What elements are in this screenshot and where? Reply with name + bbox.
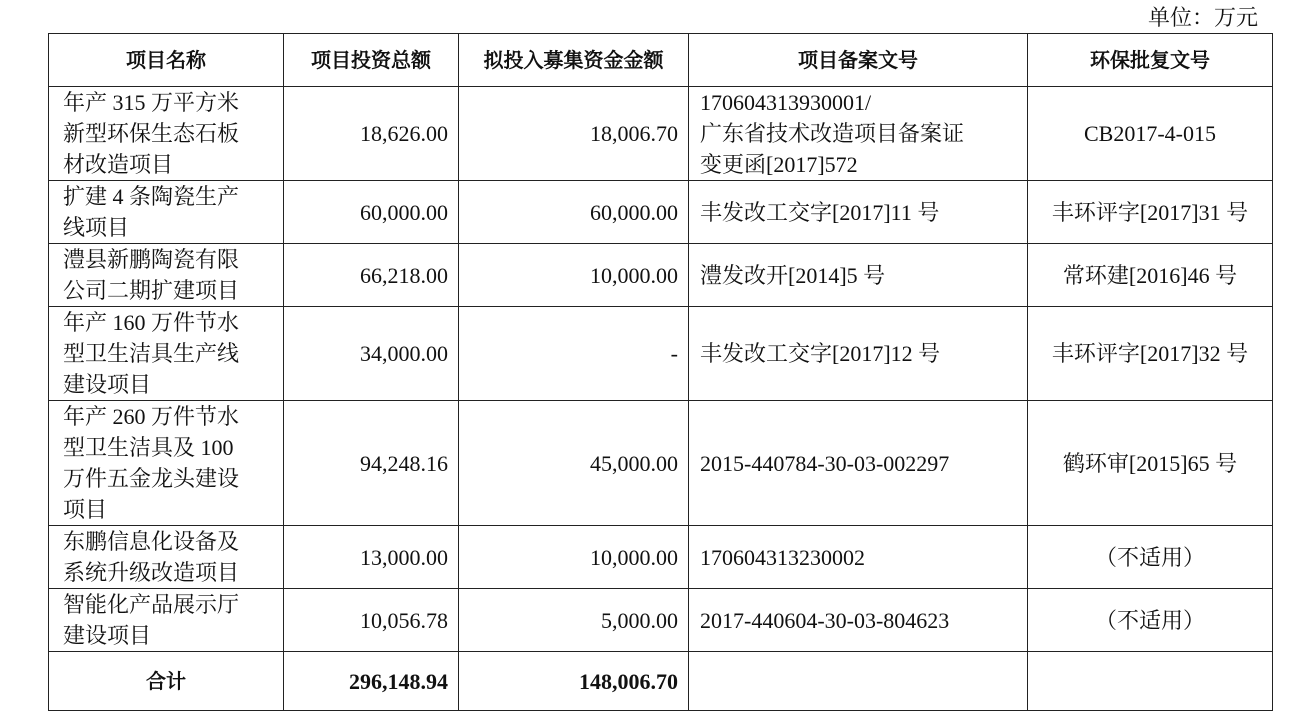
investment-cell: 10,056.78 — [284, 589, 459, 652]
table-row — [49, 181, 1273, 244]
header-row — [49, 34, 1273, 87]
record-cell — [689, 87, 1028, 181]
total-raised: 148,006.70 — [459, 652, 689, 711]
investment-cell: 18,626.00 — [284, 87, 459, 181]
record-cell — [689, 244, 1028, 307]
project-name-line: 万件五金龙头建设 — [63, 466, 240, 491]
project-name-line: 年产 315 万平方米 — [63, 90, 240, 115]
record-cell — [689, 307, 1028, 401]
table-row — [49, 589, 1273, 652]
investment-cell: 66,218.00 — [284, 244, 459, 307]
raised-cell: - — [459, 307, 689, 401]
table-row — [49, 307, 1273, 401]
project-name-line: 材改造项目 — [63, 152, 174, 177]
raised-cell: 10,000.00 — [459, 526, 689, 589]
investment-cell: 60,000.00 — [284, 181, 459, 244]
record-line: 170604313230002 — [700, 544, 865, 570]
env-cell: （不适用） — [1028, 526, 1273, 589]
project-name-line: 澧县新鹏陶瓷有限 — [63, 247, 240, 272]
table-row — [49, 526, 1273, 589]
header-record-number: 项目备案文号 — [689, 34, 1028, 87]
record-line: 2017-440604-30-03-804623 — [700, 607, 950, 633]
project-name-cell — [49, 401, 284, 526]
env-cell: CB2017-4-015 — [1028, 87, 1273, 181]
header-env-approval: 环保批复文号 — [1028, 34, 1273, 87]
project-name-line: 线项目 — [63, 215, 130, 240]
investment-cell: 94,248.16 — [284, 401, 459, 526]
total-env-empty — [1028, 652, 1273, 711]
project-name-cell — [49, 589, 284, 652]
project-name-cell — [49, 526, 284, 589]
project-name-line: 年产 160 万件节水 — [63, 310, 240, 335]
total-record-empty — [689, 652, 1028, 711]
project-name-cell — [49, 244, 284, 307]
project-table — [48, 33, 1273, 711]
header-raised-funds: 拟投入募集资金金额 — [459, 34, 689, 87]
raised-cell: 60,000.00 — [459, 181, 689, 244]
record-cell — [689, 526, 1028, 589]
env-cell: （不适用） — [1028, 589, 1273, 652]
env-cell: 鹤环审[2015]65 号 — [1028, 401, 1273, 526]
table-row — [49, 401, 1273, 526]
project-name-line: 系统升级改造项目 — [63, 560, 240, 585]
investment-cell: 13,000.00 — [284, 526, 459, 589]
record-cell — [689, 401, 1028, 526]
unit-label: 单位：万元 — [1147, 5, 1258, 30]
record-cell — [689, 181, 1028, 244]
record-line: 变更函[2017]572 — [700, 152, 858, 177]
record-line: 广东省技术改造项目备案证 — [700, 121, 965, 146]
total-label: 合计 — [49, 652, 284, 711]
record-line: 丰发改工交字[2017]11 号 — [700, 199, 940, 225]
env-cell: 丰环评字[2017]31 号 — [1028, 181, 1273, 244]
project-name-line: 项目 — [63, 497, 108, 522]
total-investment: 296,148.94 — [284, 652, 459, 711]
project-name-line: 型卫生洁具及 100 — [63, 435, 234, 460]
record-line: 170604313930001/ — [700, 90, 872, 115]
project-name-cell — [49, 307, 284, 401]
record-line: 澧发改开[2014]5 号 — [700, 262, 886, 288]
raised-cell: 18,006.70 — [459, 87, 689, 181]
investment-cell: 34,000.00 — [284, 307, 459, 401]
header-project-name: 项目名称 — [49, 34, 284, 87]
project-name-cell — [49, 181, 284, 244]
project-name-line: 扩建 4 条陶瓷生产 — [63, 184, 240, 209]
project-name-line: 建设项目 — [63, 372, 152, 397]
env-cell: 常环建[2016]46 号 — [1028, 244, 1273, 307]
project-name-line: 新型环保生态石板 — [63, 121, 240, 146]
record-cell — [689, 589, 1028, 652]
header-total-investment: 项目投资总额 — [284, 34, 459, 87]
record-line: 2015-440784-30-03-002297 — [700, 450, 950, 476]
project-name-line: 建设项目 — [63, 623, 152, 648]
project-name-line: 智能化产品展示厅 — [63, 592, 240, 617]
total-row — [49, 652, 1273, 711]
project-name-line: 年产 260 万件节水 — [63, 404, 240, 429]
raised-cell: 45,000.00 — [459, 401, 689, 526]
table-row — [49, 244, 1273, 307]
table-row — [49, 87, 1273, 181]
project-name-line: 公司二期扩建项目 — [63, 278, 240, 303]
record-line: 丰发改工交字[2017]12 号 — [700, 341, 941, 366]
project-name-line: 型卫生洁具生产线 — [63, 341, 240, 366]
project-name-cell — [49, 87, 284, 181]
raised-cell: 5,000.00 — [459, 589, 689, 652]
env-cell: 丰环评字[2017]32 号 — [1028, 307, 1273, 401]
project-name-line: 东鹏信息化设备及 — [63, 529, 240, 554]
raised-cell: 10,000.00 — [459, 244, 689, 307]
